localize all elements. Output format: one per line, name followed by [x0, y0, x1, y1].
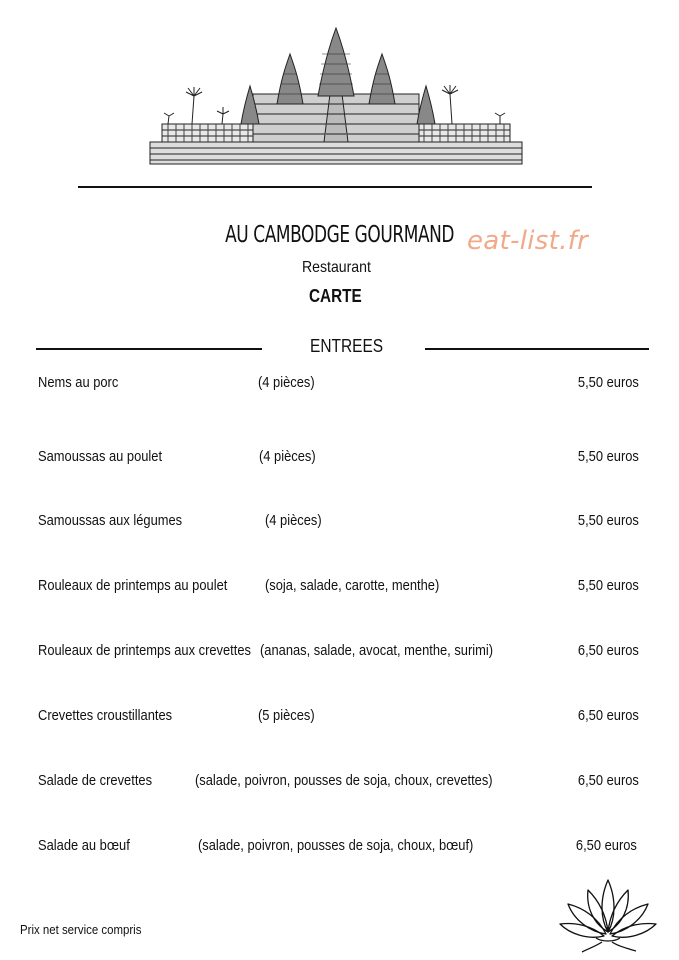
item-detail: (4 pièces) — [259, 448, 316, 465]
item-name: Rouleaux de printemps aux crevettes — [38, 642, 251, 659]
item-price: 5,50 euros — [578, 374, 639, 391]
item-detail: (5 pièces) — [258, 707, 315, 724]
temple-illustration — [148, 24, 524, 174]
item-name: Nems au porc — [38, 374, 119, 391]
menu-item — [0, 374, 679, 396]
lotus-icon — [556, 872, 660, 954]
item-detail: (4 pièces) — [265, 512, 322, 529]
item-detail: (ananas, salade, avocat, menthe, surimi) — [260, 642, 494, 659]
section-divider-right — [425, 348, 649, 350]
item-price: 6,50 euros — [578, 707, 639, 724]
item-detail: (salade, poivron, pousses de soja, choux, crevettes) — [195, 772, 493, 789]
carte-heading: CARTE — [309, 286, 362, 306]
item-name: Samoussas au poulet — [38, 448, 163, 465]
item-detail: (salade, poivron, pousses de soja, choux, bœuf) — [198, 837, 474, 854]
item-price: 5,50 euros — [578, 512, 639, 529]
item-price: 5,50 euros — [578, 448, 639, 465]
menu-item — [0, 707, 679, 729]
item-detail: (soja, salade, carotte, menthe) — [265, 577, 440, 594]
item-name: Rouleaux de printemps au poulet — [38, 577, 228, 594]
item-name: Samoussas aux légumes — [38, 512, 183, 529]
watermark: eat-list.fr — [467, 226, 589, 256]
header-divider — [78, 186, 592, 188]
restaurant-name: AU CAMBODGE GOURMAND — [225, 222, 455, 248]
restaurant-subtitle: Restaurant — [302, 259, 371, 276]
menu-item — [0, 772, 679, 794]
item-price: 6,50 euros — [578, 772, 639, 789]
menu-item — [0, 577, 679, 599]
menu-item — [0, 642, 679, 664]
item-name: Crevettes croustillantes — [38, 707, 173, 724]
item-name: Salade de crevettes — [38, 772, 153, 789]
section-title: ENTREES — [310, 336, 384, 356]
item-name: Salade au bœuf — [38, 837, 130, 854]
section-divider-left — [36, 348, 262, 350]
footer-note: Prix net service compris — [20, 922, 142, 937]
menu-item — [0, 448, 679, 470]
menu-item — [0, 837, 679, 859]
item-price: 5,50 euros — [578, 577, 639, 594]
item-price: 6,50 euros — [578, 642, 639, 659]
menu-item — [0, 512, 679, 534]
item-price: 6,50 euros — [576, 837, 637, 854]
item-detail: (4 pièces) — [258, 374, 315, 391]
